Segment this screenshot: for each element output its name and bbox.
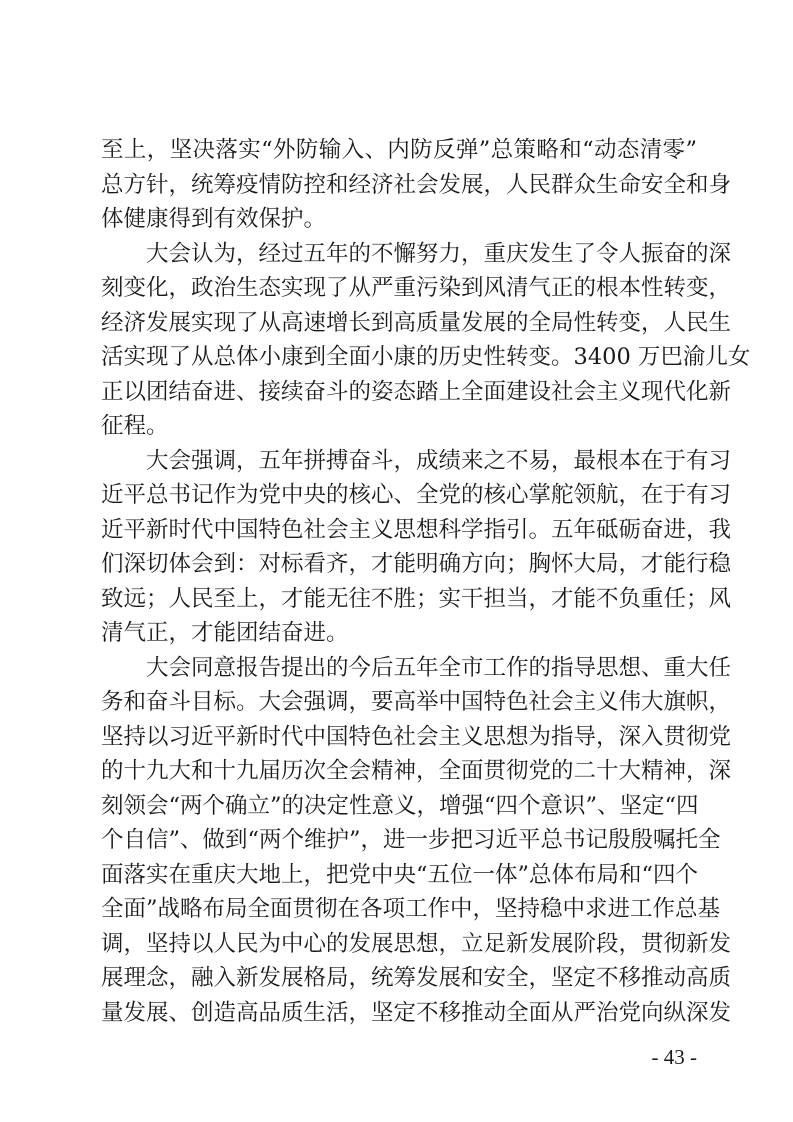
text-line: 的十九大和十九届历次全会精神，全面贯彻党的二十大精神，深 (101, 758, 732, 784)
text-line: 总方针，统筹疫情防控和经济社会发展，人民群众生命安全和身 (101, 171, 732, 198)
text-line: 大会强调，五年拼搏奋斗，成绩来之不易，最根本在于有习 (146, 447, 732, 474)
text-line: 们深切体会到：对标看齐，才能明确方向；胸怀大局，才能行稳 (101, 551, 732, 577)
text-line: 面落实在重庆大地上，把党中央“五位一体”总体布局和“四个 (101, 861, 699, 888)
text-line: 致远；人民至上，才能无往不胜；实干担当，才能不负重任；风 (101, 585, 732, 612)
paragraph (101, 133, 732, 237)
paragraph (101, 444, 732, 651)
body-text (101, 133, 751, 1030)
paragraph (101, 651, 732, 1031)
text-line: 征程。 (101, 413, 169, 439)
text-line: 刻领会“两个确立”的决定性意义，增强“四个意识”、坚定“四 (101, 792, 699, 819)
text-line: 坚持以习近平新时代中国特色社会主义思想为指导，深入贯彻党 (101, 723, 732, 750)
text-line: 经济发展实现了从高速增长到高质量发展的全局性转变，人民生 (101, 309, 732, 336)
text-line: 大会认为，经过五年的不懈努力，重庆发生了令人振奋的深 (146, 240, 732, 267)
text-line: 刻变化，政治生态实现了从严重污染到风清气正的根本性转变， (101, 275, 732, 301)
page-number: - 43 - (651, 1045, 697, 1069)
text-line: 展理念，融入新发展格局，统筹发展和安全，坚定不移推动高质 (101, 965, 732, 991)
text-line: 近平总书记作为党中央的核心、全党的核心掌舵领航，在于有习 (101, 482, 732, 508)
text-line: 个自信”、做到“两个维护”，进一步把习近平总书记殷殷嘱托全 (101, 827, 721, 853)
text-line: 量发展、创造高品质生活，坚定不移推动全面从严治党向纵深发 (101, 999, 732, 1026)
text-line: 体健康得到有效保护。 (101, 206, 327, 232)
text-line: 近平新时代中国特色社会主义思想科学指引。五年砥砺奋进，我 (101, 516, 732, 543)
text-line: 大会同意报告提出的今后五年全市工作的指导思想、重大任 (146, 654, 732, 681)
text-line: 全面”战略布局全面贯彻在各项工作中，坚持稳中求进工作总基 (101, 896, 721, 922)
text-line: 务和奋斗目标。大会强调，要高举中国特色社会主义伟大旗帜， (101, 689, 732, 715)
text-line: 活实现了从总体小康到全面小康的历史性转变。3400 万巴渝儿女 (101, 344, 751, 370)
paragraph (101, 237, 751, 444)
text-line: 清气正，才能团结奋进。 (101, 620, 349, 646)
text-line: 调，坚持以人民为中心的发展思想，立足新发展阶段，贯彻新发 (101, 930, 732, 957)
text-line: 至上，坚决落实“外防输入、内防反弹”总策略和“动态清零” (101, 137, 697, 163)
text-line: 正以团结奋进、接续奋斗的姿态踏上全面建设社会主义现代化新 (101, 378, 732, 405)
